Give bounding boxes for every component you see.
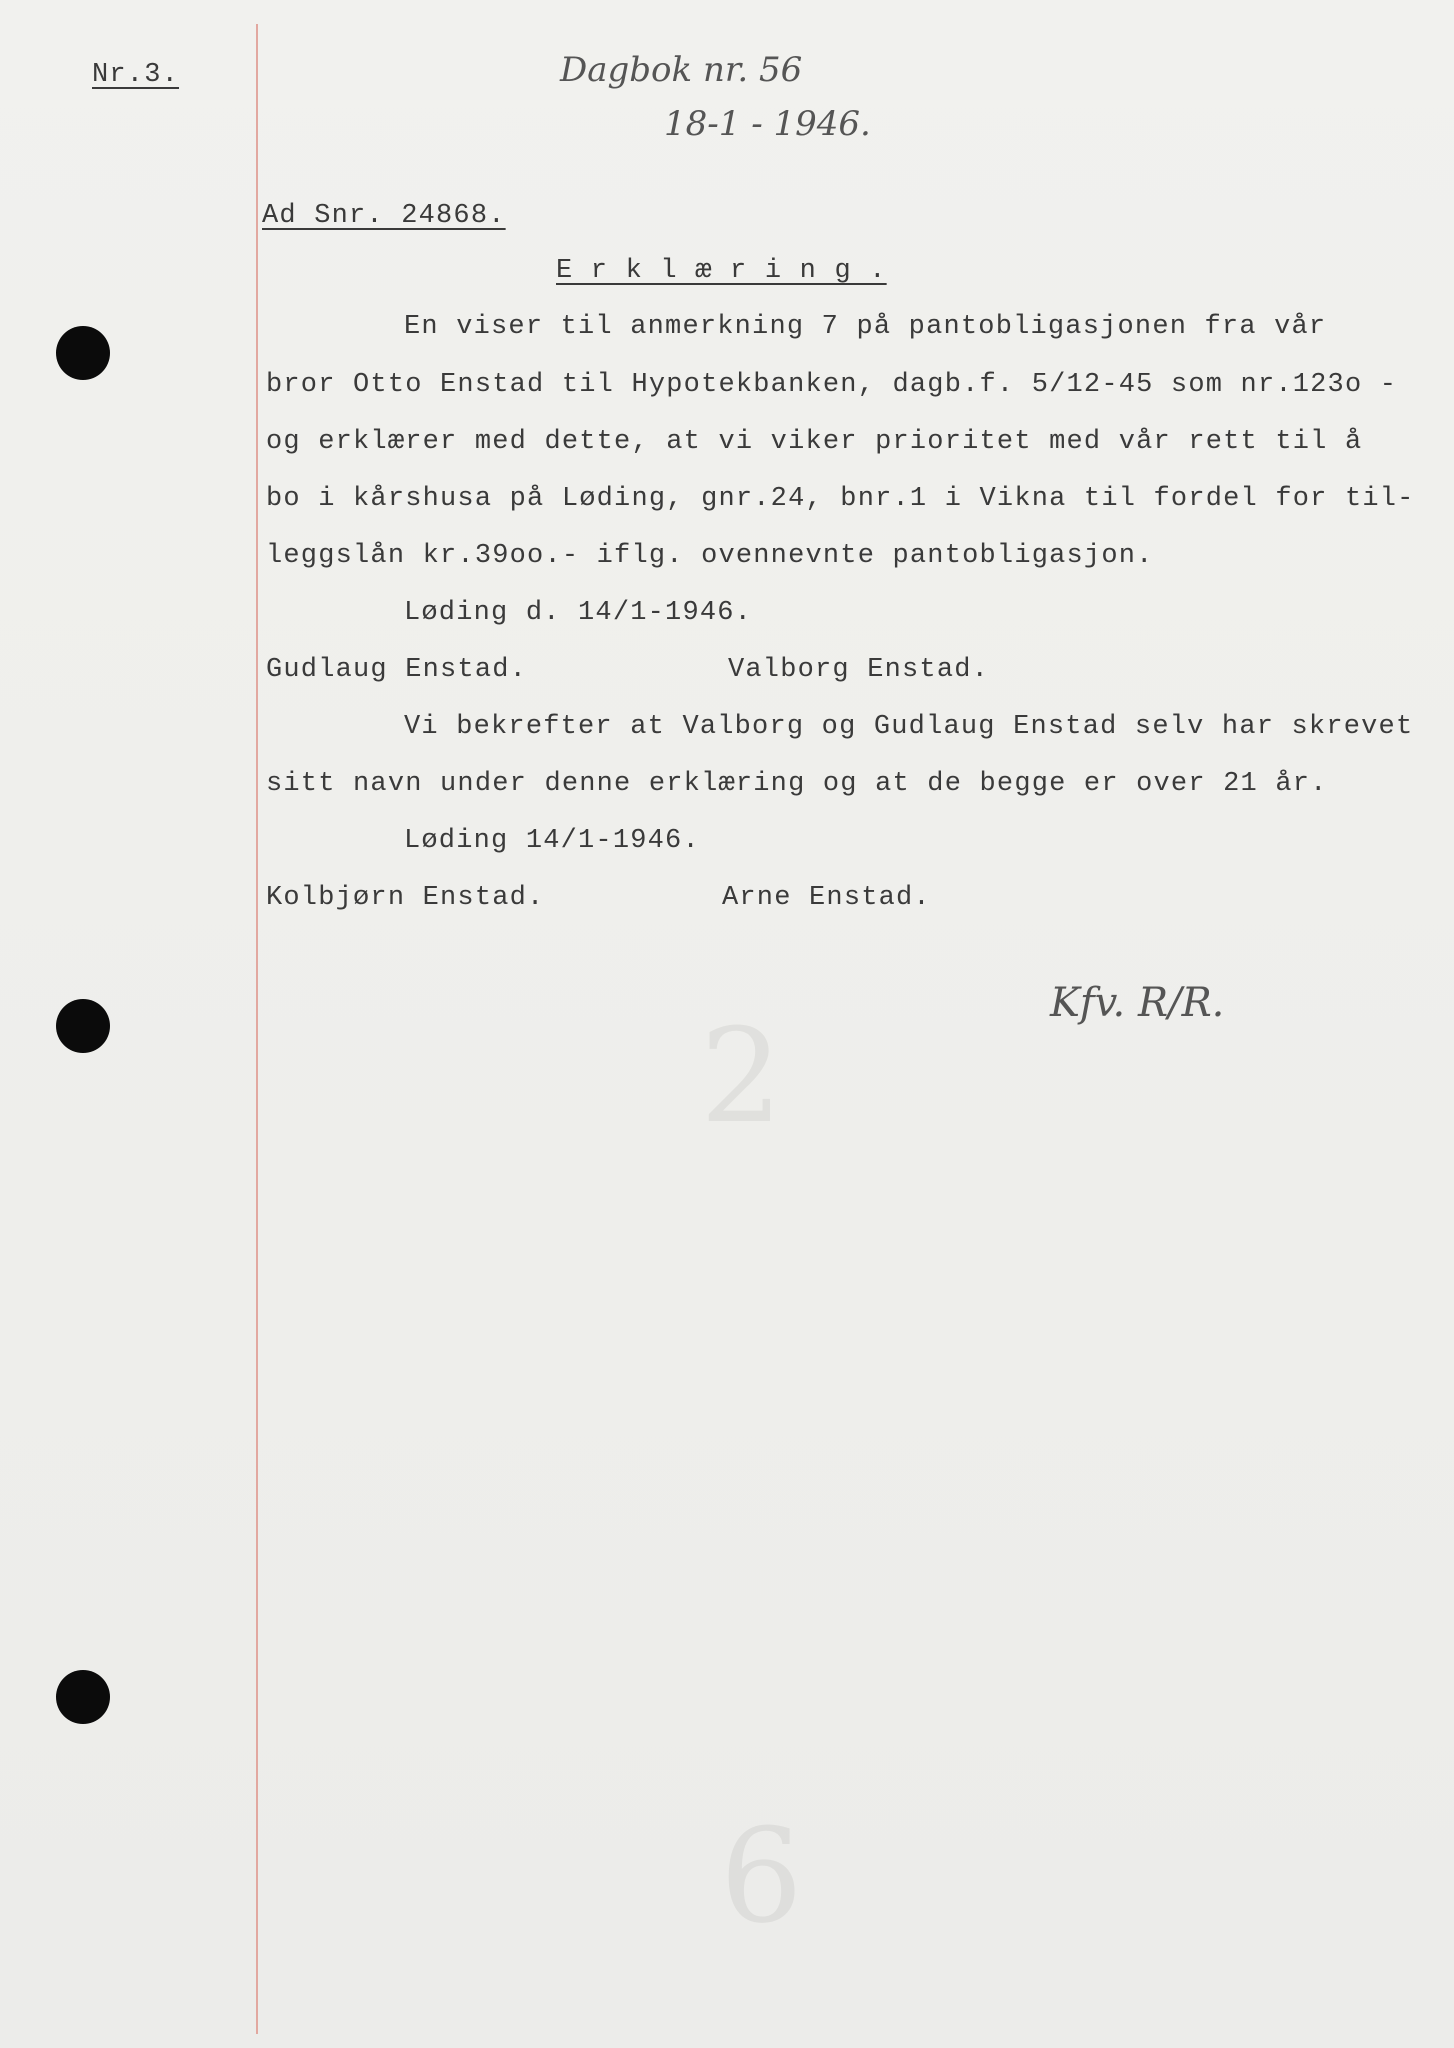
signature-gudlaug: Gudlaug Enstad.	[266, 655, 528, 685]
punch-hole-bottom	[56, 1670, 110, 1724]
initials-handwritten: Kfv. R/R.	[1050, 980, 1225, 1026]
paragraph1-line: og erklærer med dette, at vi viker prioritet med vår rett til å	[266, 427, 1363, 457]
paragraph1-line: leggslån kr.39oo.- iflg. ovennevnte pantobligasjon.	[266, 541, 1154, 571]
punch-hole-middle	[56, 999, 110, 1053]
place-date-1: Løding d. 14/1-1946.	[404, 598, 753, 628]
punch-hole-top	[56, 326, 110, 380]
document-title: E r k l æ r i n g .	[556, 256, 887, 286]
margin-line	[256, 24, 258, 2034]
paragraph2-line: sitt navn under denne erklæring og at de begge er over 21 år.	[266, 769, 1328, 799]
paragraph1-line: bo i kårshusa på Løding, gnr.24, bnr.1 i Vikna til fordel for til-	[266, 484, 1415, 514]
place-date-2: Løding 14/1-1946.	[404, 826, 700, 856]
paragraph1-line: En viser til anmerkning 7 på pantobligasjonen fra vår	[404, 312, 1327, 342]
journal-number-handwritten: Dagbok nr. 56	[560, 50, 803, 90]
signature-valborg: Valborg Enstad.	[728, 655, 990, 685]
case-reference: Ad Snr. 24868.	[262, 201, 506, 231]
witness-arne: Arne Enstad.	[722, 883, 931, 913]
journal-date-handwritten: 18-1 - 1946.	[664, 104, 871, 144]
paragraph2-line: Vi bekrefter at Valborg og Gudlaug Enstad selv har skrevet	[404, 712, 1414, 742]
witness-kolbjorn: Kolbjørn Enstad.	[266, 883, 545, 913]
bleed-through-mark: 2	[700, 1000, 783, 1152]
bleed-through-mark: 6	[720, 1800, 803, 1952]
paragraph1-line: bror Otto Enstad til Hypotekbanken, dagb.f. 5/12-45 som nr.123o -	[266, 370, 1398, 400]
page-number: Nr.3.	[92, 60, 180, 90]
